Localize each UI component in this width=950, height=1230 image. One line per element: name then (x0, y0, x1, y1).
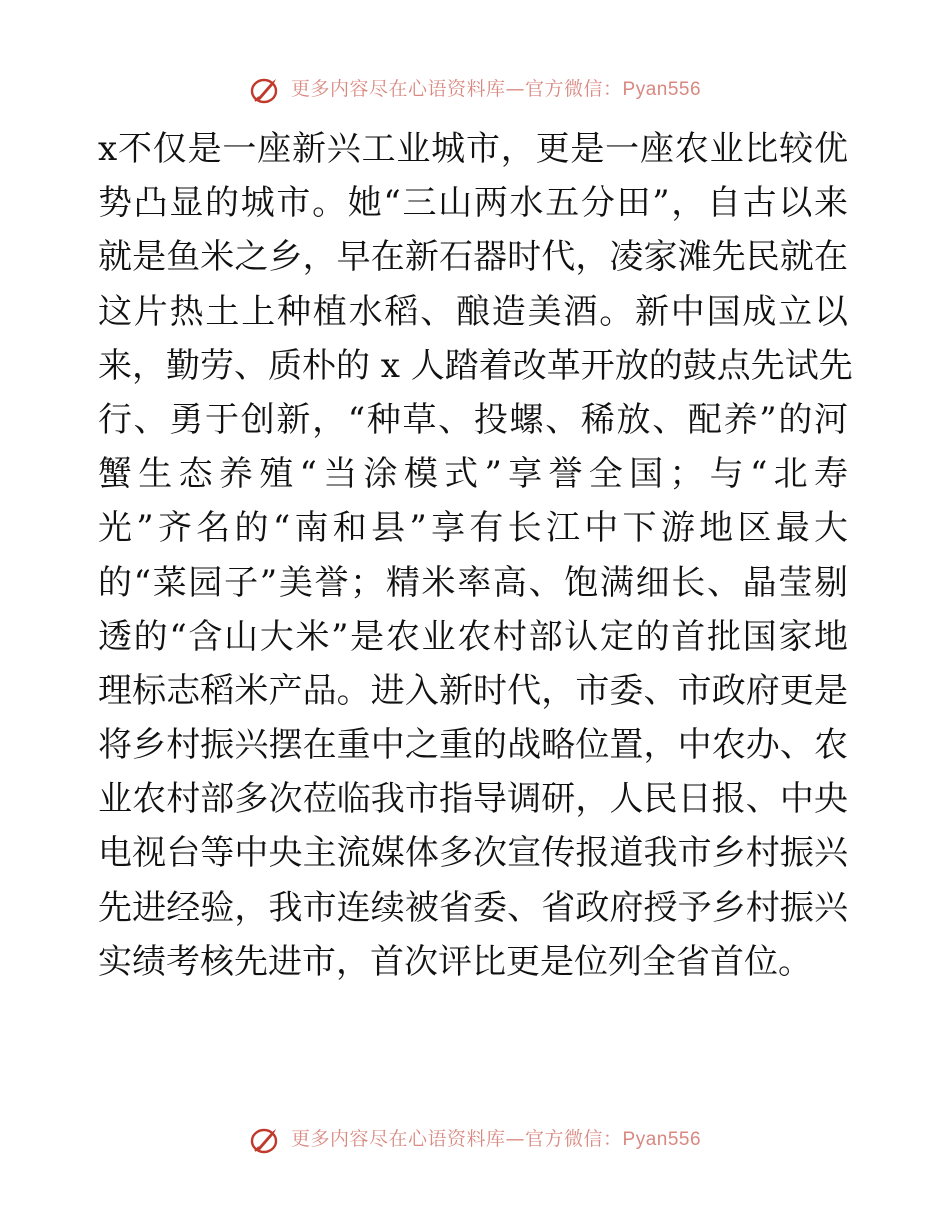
watermark-dash: — (505, 78, 526, 100)
header-watermark (0, 74, 950, 104)
text-line: 来，勤劳、质朴的 x 人踏着改革开放的鼓点先试先 (98, 345, 853, 386)
text-line: 将乡村振兴摆在重中之重的战略位置，中农办、农 (98, 725, 848, 766)
header-watermark-text (291, 74, 701, 105)
text-line: 电视台等中央主流媒体多次宣传报道我市乡村振兴 (98, 833, 848, 874)
text-line: 就是鱼米之乡，早在新石器时代，凌家滩先民就在 (98, 237, 848, 278)
text-line: 先进经验，我市连续被省委、省政府授予乡村振兴 (98, 887, 848, 928)
text-line: 这片热土上种植水稻、酿造美酒。新中国成立以 (98, 291, 848, 332)
text-line: 行、勇于创新，“种草、投螺、稀放、配养”的河 (98, 399, 848, 440)
pen-quill-logo-icon (249, 75, 283, 105)
pen-quill-logo-icon (249, 1125, 283, 1155)
text-line: 透的“含山大米”是农业农村部认定的首批国家地 (98, 616, 848, 657)
text-line: x不仅是一座新兴工业城市，更是一座农业比较优 (98, 129, 848, 169)
text-line: 蟹生态养殖“当涂模式”享誉全国；与“北寿 (98, 454, 848, 495)
text-line: 势凸显的城市。她“三山两水五分田”，自古以来 (98, 183, 848, 224)
watermark-handle: Pyan556 (622, 1129, 702, 1150)
watermark-sub-text: 官方微信： (525, 78, 623, 100)
text-line: 光”齐名的“南和县”享有长江中下游地区最大 (98, 508, 848, 549)
footer-watermark (0, 1124, 950, 1154)
watermark-handle: Pyan556 (622, 79, 702, 100)
watermark-dash: — (505, 1128, 526, 1150)
text-line: 的“菜园子”美誉；精米率高、饱满细长、晶莹剔 (98, 562, 848, 603)
text-line-last: 实绩考核先进市，首次评比更是位列全省首位。 (98, 941, 812, 982)
watermark-main-text: 更多内容尽在心语资料库 (291, 78, 506, 100)
watermark-main-text: 更多内容尽在心语资料库 (291, 1128, 506, 1150)
text-line: 理标志稻米产品。进入新时代，市委、市政府更是 (98, 670, 848, 711)
text-line: 业农村部多次莅临我市指导调研，人民日报、中央 (98, 779, 848, 820)
watermark-sub-text: 官方微信： (525, 1128, 623, 1150)
body-text (98, 122, 853, 989)
footer-watermark-text (291, 1124, 701, 1155)
